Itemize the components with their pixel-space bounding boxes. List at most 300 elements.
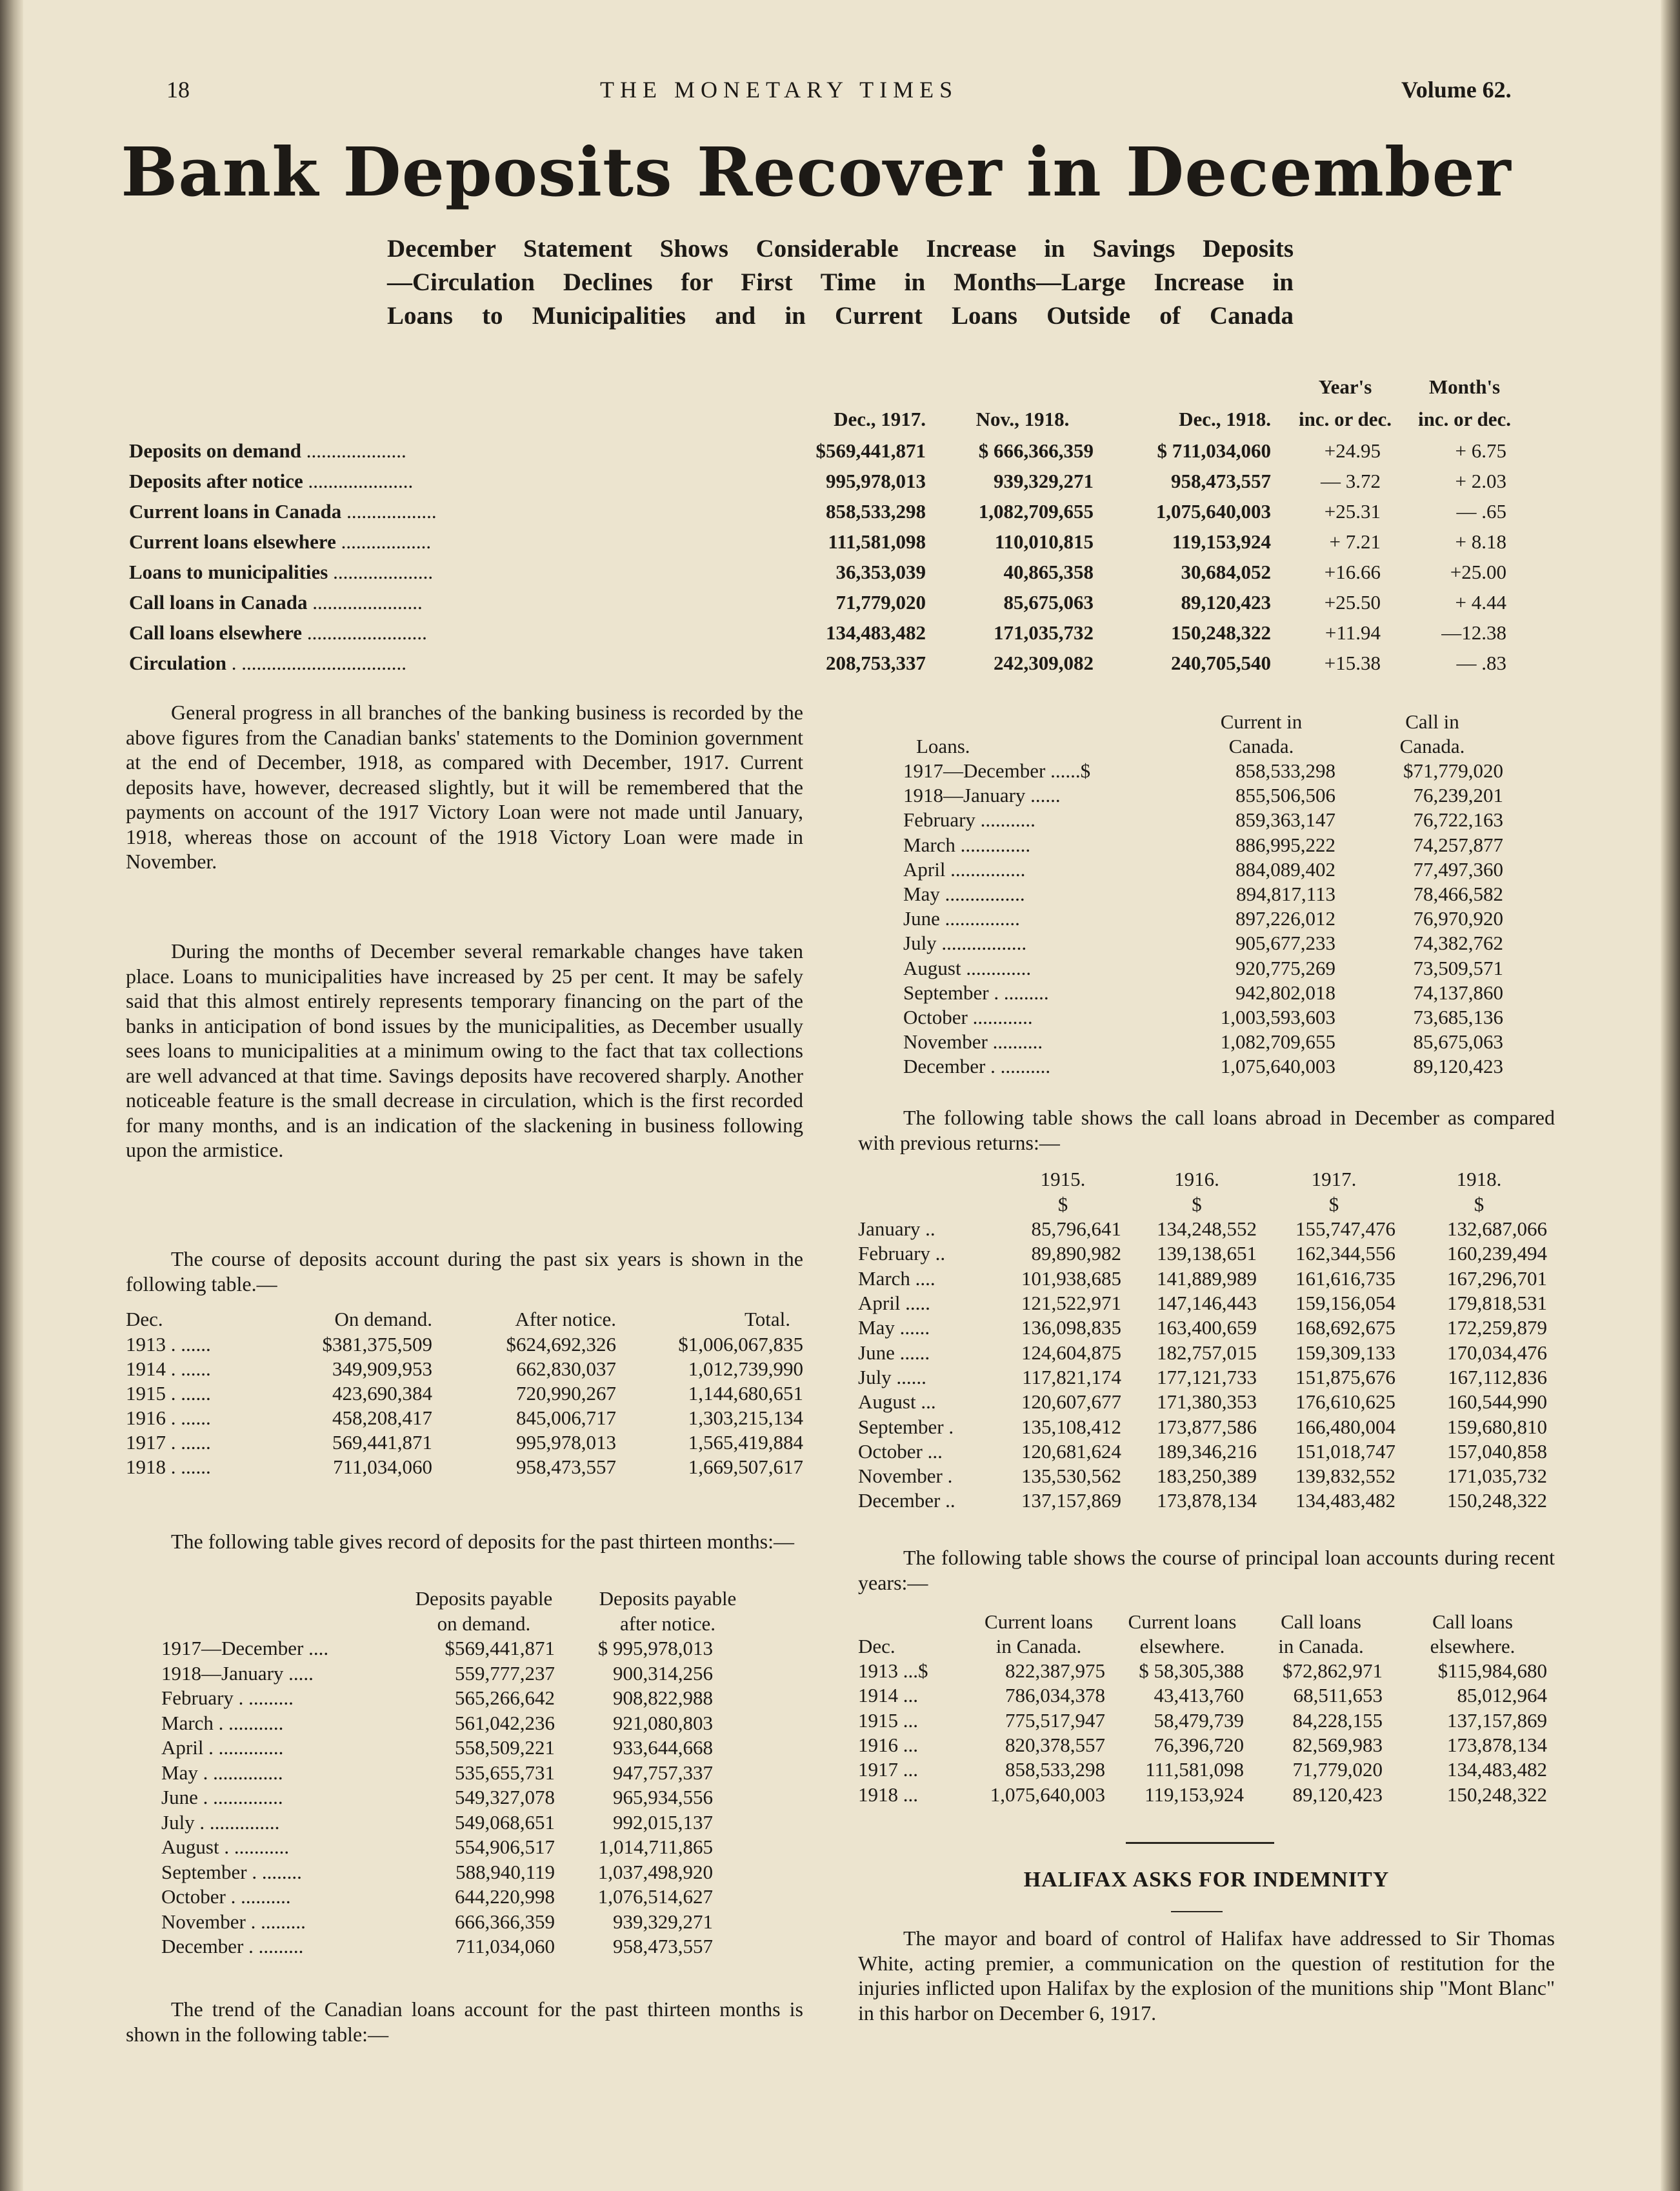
table-row — [161, 1686, 774, 1711]
leader-dots: .................... — [301, 439, 406, 462]
after-notice-cell: 900,314,256 — [613, 1661, 713, 1685]
value-cell: 136,098,835 — [1021, 1316, 1121, 1339]
value-cell: 166,480,004 — [1295, 1415, 1395, 1438]
summary-row — [129, 648, 1523, 678]
on-demand-cell: 711,034,060 — [455, 1935, 555, 1958]
summary-label-cell — [129, 617, 658, 648]
month-cell: September . ........ — [161, 1860, 302, 1883]
month-cell: 1917—December .... — [161, 1637, 329, 1660]
table-row — [126, 1381, 803, 1406]
month-cell: November . ......... — [161, 1910, 306, 1933]
leader-dots: ...................... — [307, 590, 423, 614]
month-cell: November . — [858, 1465, 953, 1488]
year-cell: 1914 . ...... — [126, 1357, 211, 1380]
call-canada-cell: 77,497,360 — [1413, 857, 1503, 881]
value-nov1918: 242,309,082 — [994, 651, 1094, 674]
month-cell: December . ......... — [161, 1935, 304, 1958]
value-cell: $115,984,680 — [1437, 1659, 1547, 1683]
on-demand-cell: 559,777,237 — [455, 1661, 555, 1685]
month-cell: July ................. — [903, 932, 1027, 955]
summary-row — [129, 435, 1523, 466]
value-cell: 150,248,322 — [1447, 1783, 1547, 1806]
summary-row — [129, 496, 1523, 526]
dollar-sign: $ — [1474, 1193, 1485, 1216]
table-row — [161, 1934, 774, 1959]
after-notice-cell: 720,990,267 — [516, 1382, 616, 1405]
table-row — [858, 1488, 1555, 1513]
col-call-a: Call in — [1405, 710, 1459, 733]
call-canada-cell: 73,509,571 — [1413, 956, 1503, 979]
table-row — [161, 1860, 774, 1885]
year-cell: 1916 ... — [858, 1734, 918, 1757]
summary-table — [129, 371, 1523, 678]
section-rule — [1126, 1842, 1274, 1844]
value-cell: 139,832,552 — [1295, 1465, 1395, 1488]
value-nov1918: 1,082,709,655 — [978, 499, 1094, 523]
summary-label-cell — [129, 526, 658, 557]
row-label: Current loans in Canada — [129, 499, 342, 523]
table-row — [903, 1030, 1516, 1054]
value-cell: 68,511,653 — [1293, 1684, 1383, 1707]
col-after-notice: after notice. — [619, 1612, 716, 1635]
value-dec1917: 858,533,298 — [826, 499, 926, 523]
year-cell: 1918 . ...... — [126, 1456, 211, 1478]
table-row — [903, 808, 1516, 832]
table-row — [903, 833, 1516, 857]
value-cell: 89,120,423 — [1292, 1783, 1383, 1806]
summary-row — [129, 557, 1523, 587]
after-notice-cell: 992,015,137 — [613, 1810, 713, 1834]
table-row — [161, 1810, 774, 1836]
leader-dots: ..................... — [303, 469, 414, 492]
year-cell: 1918 ... — [858, 1783, 918, 1806]
on-demand-cell: 569,441,871 — [332, 1431, 432, 1454]
value-cell: 151,018,747 — [1295, 1439, 1395, 1463]
table-row — [161, 1711, 774, 1736]
value-cell: 111,581,098 — [1145, 1758, 1244, 1781]
col-on-demand: on demand. — [437, 1612, 531, 1635]
on-demand-cell: 458,208,417 — [332, 1406, 432, 1429]
after-notice-cell: 1,037,498,920 — [597, 1860, 713, 1883]
summary-label-cell — [129, 466, 658, 496]
month-cell: September . ......... — [903, 981, 1049, 1004]
col-payable-demand-a: Deposits payable — [415, 1587, 553, 1610]
col-on-demand: On demand. — [334, 1308, 432, 1330]
value-cell: 173,878,134 — [1447, 1734, 1547, 1757]
table-row — [858, 1708, 1555, 1733]
table-row — [161, 1736, 774, 1761]
value-cell: 159,156,054 — [1295, 1292, 1395, 1315]
value-cell: 101,938,685 — [1021, 1266, 1121, 1290]
month-cell: April ..... — [858, 1292, 930, 1315]
call-canada-cell: 85,675,063 — [1413, 1030, 1503, 1054]
on-demand-cell: 349,909,953 — [332, 1357, 432, 1380]
value-year-change: +16.66 — [1324, 560, 1381, 583]
on-demand-cell: 588,940,119 — [455, 1860, 555, 1883]
page-edge-left — [0, 0, 23, 2191]
six-years-table — [126, 1306, 803, 1479]
principal-loans-table — [858, 1610, 1555, 1807]
year-header-a: Year's — [1318, 375, 1372, 398]
on-demand-cell: $381,375,509 — [322, 1333, 432, 1356]
month-cell: May ...... — [858, 1316, 930, 1339]
summary-row — [129, 466, 1523, 496]
value-cell: 84,228,155 — [1292, 1708, 1383, 1732]
table-row — [903, 906, 1516, 931]
value-cell: 155,747,476 — [1295, 1217, 1395, 1241]
value-dec1918: 119,153,924 — [1172, 530, 1271, 553]
on-demand-cell: 535,655,731 — [455, 1761, 555, 1784]
month-cell: July ...... — [858, 1365, 926, 1388]
year-header: 1917. — [1311, 1168, 1357, 1190]
value-cell: 160,239,494 — [1447, 1242, 1547, 1265]
after-notice-cell: $624,692,326 — [506, 1333, 616, 1356]
after-notice-cell: 908,822,988 — [613, 1686, 713, 1710]
month-cell: August ............. — [903, 956, 1032, 979]
subtitle-line: December Statement Shows Considerable Increase in Savings Deposits — [387, 235, 1294, 263]
col-after-notice: After notice. — [515, 1308, 616, 1330]
after-notice-cell: 939,329,271 — [613, 1910, 713, 1933]
value-cell: 89,890,982 — [1031, 1242, 1121, 1265]
value-cell: 135,530,562 — [1021, 1465, 1121, 1488]
month-cell: May . .............. — [161, 1761, 283, 1784]
month-cell: June ............... — [903, 907, 1020, 930]
value-month-change: + 4.44 — [1455, 590, 1506, 614]
value-cell: 147,146,443 — [1157, 1292, 1257, 1315]
current-canada-cell: 894,817,113 — [1236, 883, 1335, 906]
value-cell: 141,889,989 — [1157, 1266, 1257, 1290]
current-canada-cell: 859,363,147 — [1235, 808, 1335, 832]
table-row — [903, 1054, 1516, 1079]
value-cell: 117,821,174 — [1022, 1365, 1121, 1388]
value-dec1918: 240,705,540 — [1171, 651, 1271, 674]
paragraph-six-years-intro: The course of deposits account during the past six years is shown in the following table.— — [126, 1247, 803, 1296]
table-row — [126, 1332, 803, 1357]
value-cell: 137,157,869 — [1447, 1708, 1547, 1732]
paragraph-halifax: The mayor and board of control of Halifax have addressed to Sir Thomas White, acting premier, a communication on the question of restitution for the injuries inflicted upon Halifax by the explosion of the munitions ship "Mont Blanc" in this harbor on December 6, 1917. — [858, 1926, 1555, 2025]
value-cell: 182,757,015 — [1157, 1341, 1257, 1364]
table-row — [858, 1683, 1555, 1708]
total-cell: 1,012,739,990 — [688, 1357, 803, 1380]
table-row — [903, 956, 1516, 981]
value-cell: 85,012,964 — [1457, 1684, 1547, 1707]
value-dec1917: 134,483,482 — [826, 621, 926, 644]
value-cell: 76,396,720 — [1154, 1734, 1244, 1757]
value-dec1918: 958,473,557 — [1171, 469, 1271, 492]
subtitle-line: Loans to Municipalities and in Current Loans Outside of Canada — [387, 302, 1294, 330]
paragraph-general-progress: General progress in all branches of the banking business is recorded by the above figures from the Canadian banks' statements to the Dominion government at the end of December, 1918, as compared with December, 1917. Current deposits have, however, decreased slightly, but it will be remembered that the payments on account of the 1917 Victory Loan were not made until January, 1918, whereas those on account of the 1918 Victory Loan were made in November. — [126, 701, 803, 873]
month-cell: May ................ — [903, 883, 1025, 906]
table-row — [903, 931, 1516, 955]
table-row — [903, 783, 1516, 808]
row-label: Current loans elsewhere — [129, 530, 336, 553]
month-cell: February ........... — [903, 808, 1035, 832]
value-cell: $72,862,971 — [1283, 1659, 1383, 1683]
year-cell: 1913 . ...... — [126, 1333, 211, 1356]
value-cell: 150,248,322 — [1447, 1489, 1547, 1512]
row-label: Deposits on demand — [129, 439, 301, 462]
year-cell: 1915 ... — [858, 1708, 918, 1732]
table-row — [858, 1439, 1555, 1464]
value-cell: 173,878,134 — [1157, 1489, 1257, 1512]
value-dec1917: 71,779,020 — [835, 590, 926, 614]
col-payable-notice-a: Deposits payable — [599, 1587, 737, 1610]
value-cell: 139,138,651 — [1157, 1242, 1257, 1265]
leader-dots: ........................ — [302, 621, 427, 644]
volume-label: Volume 62. — [1401, 77, 1512, 103]
col-call-elsewhere-a: Call loans — [1432, 1610, 1513, 1633]
article-subtitle — [387, 232, 1294, 333]
value-cell: 157,040,858 — [1447, 1439, 1547, 1463]
dollar-sign: $ — [1192, 1193, 1202, 1216]
on-demand-cell: $569,441,871 — [445, 1637, 555, 1660]
value-dec1917: 36,353,039 — [835, 560, 926, 583]
value-cell: 43,413,760 — [1154, 1684, 1244, 1707]
table-row — [161, 1835, 774, 1860]
table-row — [126, 1455, 803, 1479]
value-cell: 124,604,875 — [1021, 1341, 1121, 1364]
value-cell: 163,400,659 — [1157, 1316, 1257, 1339]
month-cell: December .. — [858, 1489, 955, 1512]
table-row — [858, 1757, 1555, 1782]
month-cell: April ............... — [903, 857, 1026, 881]
value-cell: 137,157,869 — [1021, 1489, 1121, 1512]
after-notice-cell: 995,978,013 — [516, 1431, 616, 1454]
year-cell: 1917 . ...... — [126, 1431, 211, 1454]
table-row — [161, 1910, 774, 1935]
value-cell: 170,034,476 — [1447, 1341, 1547, 1364]
thirteen-deposits-table — [161, 1586, 774, 1959]
summary-label-cell — [129, 648, 658, 678]
value-cell: 162,344,556 — [1295, 1242, 1395, 1265]
current-canada-cell: 855,506,506 — [1235, 784, 1335, 807]
value-cell: 121,522,971 — [1021, 1292, 1121, 1315]
total-cell: 1,669,507,617 — [688, 1456, 803, 1478]
after-notice-cell: 965,934,556 — [613, 1786, 713, 1809]
table-row — [903, 759, 1516, 783]
summary-label-cell — [129, 587, 658, 617]
row-label: Call loans in Canada — [129, 590, 308, 614]
value-dec1918: $ 711,034,060 — [1157, 439, 1271, 462]
current-canada-cell: 858,533,298 — [1235, 759, 1335, 783]
col-current-b: Canada. — [1228, 735, 1294, 757]
current-canada-cell: 1,082,709,655 — [1220, 1030, 1335, 1054]
value-dec1917: 208,753,337 — [826, 651, 926, 674]
on-demand-cell: 549,068,651 — [455, 1810, 555, 1834]
on-demand-cell: 666,366,359 — [455, 1910, 555, 1933]
month-cell: November .......... — [903, 1030, 1043, 1054]
col-call-b: Canada. — [1399, 735, 1465, 757]
month-cell: October ............ — [903, 1005, 1033, 1028]
value-nov1918: 171,035,732 — [994, 621, 1094, 644]
value-cell: 135,108,412 — [1021, 1415, 1121, 1438]
after-notice-cell: 947,757,337 — [613, 1761, 713, 1784]
value-nov1918: 85,675,063 — [1003, 590, 1094, 614]
year-header: 1916. — [1174, 1168, 1219, 1190]
value-dec1917: 995,978,013 — [826, 469, 926, 492]
call-canada-cell: 76,970,920 — [1413, 907, 1503, 930]
value-month-change: — .65 — [1456, 499, 1506, 523]
on-demand-cell: 423,690,384 — [332, 1382, 432, 1405]
table-row — [858, 1316, 1555, 1340]
table-row — [858, 1733, 1555, 1757]
table-row — [161, 1785, 774, 1810]
table-row — [903, 981, 1516, 1005]
on-demand-cell: 549,327,078 — [455, 1786, 555, 1809]
row-label: Loans to municipalities — [129, 560, 328, 583]
value-year-change: +25.50 — [1324, 590, 1381, 614]
value-cell: 82,569,983 — [1292, 1734, 1383, 1757]
nov1918-header: Nov., 1918. — [975, 408, 1070, 430]
value-cell: 786,034,378 — [1005, 1684, 1105, 1707]
paragraph-principal-intro: The following table shows the course of principal loan accounts during recent years:— — [858, 1546, 1555, 1594]
table-row — [858, 1217, 1555, 1241]
value-cell: 167,296,701 — [1447, 1266, 1547, 1290]
value-year-change: + 7.21 — [1329, 530, 1381, 553]
table-row — [126, 1406, 803, 1430]
col-call-elsewhere-b: elsewhere. — [1430, 1635, 1515, 1657]
page-number: 18 — [166, 77, 190, 103]
value-cell: 1,075,640,003 — [990, 1783, 1105, 1806]
call-canada-cell: 74,137,860 — [1413, 981, 1503, 1004]
table-row — [903, 857, 1516, 882]
month-cell: January .. — [858, 1217, 935, 1241]
value-cell: 173,877,586 — [1157, 1415, 1257, 1438]
dec1918-header: Dec., 1918. — [1179, 408, 1271, 430]
value-year-change: +11.94 — [1325, 621, 1381, 644]
value-cell: $ 58,305,388 — [1139, 1659, 1244, 1683]
table-row — [858, 1782, 1555, 1806]
month-cell: September . — [858, 1415, 954, 1438]
on-demand-cell: 711,034,060 — [333, 1456, 432, 1478]
call-canada-cell: 74,382,762 — [1413, 932, 1503, 955]
col-dec: Dec. — [858, 1635, 895, 1657]
summary-label-cell — [129, 496, 658, 526]
table-row — [161, 1636, 774, 1661]
value-year-change: +25.31 — [1324, 499, 1381, 523]
after-notice-cell: 845,006,717 — [516, 1406, 616, 1429]
value-month-change: + 6.75 — [1455, 439, 1506, 462]
call-canada-cell: $71,779,020 — [1403, 759, 1503, 783]
leader-dots: .................... — [328, 560, 434, 583]
current-canada-cell: 886,995,222 — [1235, 833, 1335, 856]
call-canada-cell: 78,466,582 — [1413, 883, 1503, 906]
summary-label-cell — [129, 435, 658, 466]
month-cell: February . ......... — [161, 1686, 294, 1710]
value-nov1918: $ 666,366,359 — [978, 439, 1094, 462]
call-abroad-table — [858, 1166, 1555, 1514]
value-dec1918: 89,120,423 — [1181, 590, 1271, 614]
table-row — [858, 1390, 1555, 1414]
month-cell: August . ........... — [161, 1836, 290, 1859]
row-label: Circulation — [129, 651, 226, 674]
value-cell: 71,779,020 — [1292, 1758, 1383, 1781]
value-dec1917: 111,581,098 — [828, 530, 926, 553]
on-demand-cell: 554,906,517 — [455, 1836, 555, 1859]
month-cell: March .... — [858, 1266, 935, 1290]
halifax-heading: HALIFAX ASKS FOR INDEMNITY — [1023, 1868, 1390, 1892]
value-cell: 171,035,732 — [1447, 1465, 1547, 1488]
value-cell: 120,681,624 — [1021, 1439, 1121, 1463]
call-canada-cell: 74,257,877 — [1413, 833, 1503, 856]
after-notice-cell: 958,473,557 — [516, 1456, 616, 1478]
on-demand-cell: 644,220,998 — [455, 1885, 555, 1908]
table-row — [858, 1659, 1555, 1683]
call-canada-cell: 89,120,423 — [1413, 1055, 1503, 1078]
leader-dots: .................. — [341, 499, 437, 523]
on-demand-cell: 565,266,642 — [455, 1686, 555, 1710]
value-cell: 177,121,733 — [1157, 1365, 1257, 1388]
col-current-elsewhere-a: Current loans — [1128, 1610, 1237, 1633]
call-canada-cell: 76,722,163 — [1413, 808, 1503, 832]
year-cell: 1913 ...$ — [858, 1659, 928, 1683]
col-dec: Dec. — [126, 1308, 163, 1330]
article-title: Bank Deposits Recover in December — [121, 132, 1512, 212]
month-cell: April . ............. — [161, 1736, 284, 1759]
month-cell: March .............. — [903, 833, 1031, 856]
value-cell: 151,875,676 — [1295, 1365, 1395, 1388]
value-dec1918: 1,075,640,003 — [1155, 499, 1271, 523]
total-cell: 1,144,680,651 — [688, 1382, 803, 1405]
value-dec1918: 150,248,322 — [1171, 621, 1271, 644]
value-cell: 179,818,531 — [1447, 1292, 1547, 1315]
table-row — [858, 1241, 1555, 1266]
value-dec1918: 30,684,052 — [1181, 560, 1271, 583]
value-nov1918: 40,865,358 — [1003, 560, 1094, 583]
paragraph-call-abroad-intro: The following table shows the call loans abroad in December as compared with previous returns:— — [858, 1106, 1555, 1154]
dec1917-header: Dec., 1917. — [834, 408, 926, 430]
dollar-sign: $ — [1057, 1193, 1068, 1216]
current-canada-cell: 920,775,269 — [1235, 956, 1335, 979]
table-row — [858, 1291, 1555, 1316]
value-cell: 119,153,924 — [1145, 1783, 1244, 1806]
year-cell: 1917 ... — [858, 1758, 918, 1781]
total-cell: 1,303,215,134 — [688, 1406, 803, 1429]
value-month-change: + 8.18 — [1455, 530, 1506, 553]
after-notice-cell: 1,014,711,865 — [598, 1836, 713, 1859]
month-cell: October ... — [858, 1439, 943, 1463]
value-year-change: +24.95 — [1324, 439, 1381, 462]
call-canada-cell: 76,239,201 — [1413, 784, 1503, 807]
value-month-change: — .83 — [1456, 651, 1506, 674]
col-total: Total. — [744, 1308, 790, 1330]
total-cell: 1,565,419,884 — [688, 1431, 803, 1454]
current-canada-cell: 897,226,012 — [1235, 907, 1335, 930]
table-row — [161, 1885, 774, 1910]
value-cell: 183,250,389 — [1157, 1465, 1257, 1488]
value-month-change: +25.00 — [1450, 560, 1506, 583]
dollar-sign: $ — [1328, 1193, 1339, 1216]
value-cell: 858,533,298 — [1005, 1758, 1105, 1781]
loans-table — [903, 710, 1516, 1079]
month-cell: 1918—January ...... — [903, 784, 1061, 807]
paragraph-thirteen-intro: The following table gives record of deposits for the past thirteen months:— — [171, 1530, 794, 1553]
call-canada-cell: 73,685,136 — [1413, 1005, 1503, 1028]
year-header: 1918. — [1456, 1168, 1502, 1190]
table-row — [858, 1414, 1555, 1439]
table-row — [858, 1464, 1555, 1488]
value-cell: 176,610,625 — [1295, 1390, 1395, 1414]
row-label: Call loans elsewhere — [129, 621, 303, 644]
table-row — [161, 1761, 774, 1786]
value-year-change: — 3.72 — [1321, 469, 1381, 492]
col-loans: Loans. — [916, 735, 970, 757]
year-cell: 1914 ... — [858, 1684, 918, 1707]
page-edge-right — [1661, 0, 1680, 2191]
month-cell: July . .............. — [161, 1810, 280, 1834]
month-header-b: inc. or dec. — [1417, 408, 1512, 430]
table-row — [126, 1357, 803, 1381]
